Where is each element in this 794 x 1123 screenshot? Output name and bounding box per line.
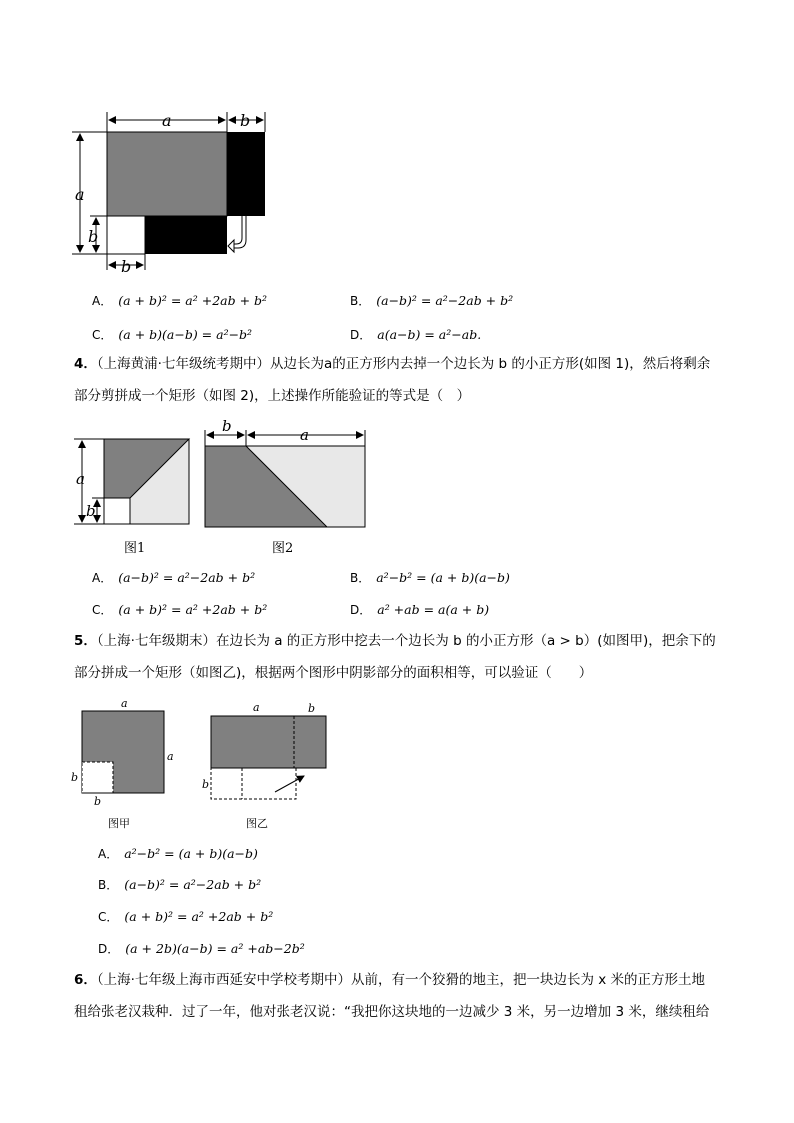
q4-fig2-label-a: a (300, 426, 309, 444)
q4-fig1-label-a: a (76, 470, 85, 488)
q4-fig1-label-b: b (86, 502, 96, 520)
q5-fig-jia-caption: 图甲 (108, 817, 130, 830)
q4-option-a[interactable]: A． (a−b)² = a²−2ab + b² (92, 570, 256, 585)
q6-text-line2: 租给张老汉栽种．过了一年，他对张老汉说：“我把你这块地的一边减少 3 米，另一边增加 3 米，继续租给 (74, 1004, 710, 1020)
jia-removed-square (82, 762, 113, 793)
jia-label-b-left: b (71, 771, 79, 784)
q3-option-a[interactable]: A． (a + b)² = a² +2ab + b² (92, 293, 268, 308)
gray-rectangle (107, 132, 227, 216)
q4-text-line1: 4．（上海黄浦·七年级统考期中）从边长为a的正方形内去掉一个边长为 b 的小正方形(如图 1)，然后将剩余 (74, 356, 711, 372)
fig1-small-square (104, 498, 130, 524)
fig3-label-b-left: b (88, 227, 99, 246)
yi-label-b-left: b (202, 778, 210, 791)
white-square (107, 216, 145, 254)
q4-option-c[interactable]: C． (a + b)² = a² +2ab + b² (92, 602, 268, 617)
jia-label-a-right: a (167, 750, 174, 763)
yi-dashed-area (211, 768, 296, 799)
q5-option-a[interactable]: A． a²−b² = (a + b)(a−b) (98, 846, 258, 861)
q3-figure (60, 100, 280, 280)
q5-fig-yi-caption: 图乙 (246, 817, 268, 830)
q5-figures (68, 696, 338, 808)
fig3-label-a-left: a (75, 185, 85, 204)
jia-label-b-bottom: b (94, 795, 102, 808)
q5-text-line1: 5．（上海·七年级期末）在边长为 a 的正方形中挖去一个边长为 b 的小正方形（a > b）(如图甲)，把余下的 (74, 633, 716, 649)
q4-fig2-caption: 图2 (272, 541, 294, 556)
q4-text-line2: 部分剪拼成一个矩形（如图 2)，上述操作所能验证的等式是（ ） (74, 388, 471, 404)
black-rectangle-bottom (145, 216, 227, 254)
yi-move-arrow (275, 776, 304, 792)
fig3-label-a-top: a (162, 111, 172, 130)
q5-option-b[interactable]: B． (a−b)² = a²−2ab + b² (98, 877, 262, 892)
fig3-label-b-top: b (240, 111, 251, 130)
black-rectangle-right (227, 132, 265, 216)
fig3-label-b-bottom: b (121, 257, 132, 276)
q3-option-c[interactable]: C． (a + b)(a−b) = a²−b² (92, 327, 253, 342)
yi-label-b-top: b (308, 702, 316, 715)
q5-option-d[interactable]: D． (a + 2b)(a−b) = a² +ab−2b² (98, 941, 305, 956)
q5-option-c[interactable]: C． (a + b)² = a² +2ab + b² (98, 909, 274, 924)
q4-figures (70, 418, 380, 536)
q4-option-b[interactable]: B． a²−b² = (a + b)(a−b) (350, 570, 510, 585)
yi-label-a-top: a (253, 701, 260, 714)
q3-option-d[interactable]: D． a(a−b) = a²−ab. (350, 327, 482, 342)
q4-fig2-label-b: b (222, 418, 232, 435)
q4-fig1-caption: 图1 (124, 541, 146, 556)
q5-text-line2: 部分拼成一个矩形（如图乙)，根据两个图形中阴影部分的面积相等，可以验证（ ） (74, 665, 593, 681)
q6-text-line1: 6．（上海·七年级上海市西延安中学校考期中）从前，有一个狡猾的地主，把一块边长为 x 米的正方形土地 (74, 972, 706, 988)
jia-label-a-top: a (121, 697, 128, 710)
q4-option-d[interactable]: D． a² +ab = a(a + b) (350, 602, 490, 617)
q3-option-b[interactable]: B． (a−b)² = a²−2ab + b² (350, 293, 514, 308)
